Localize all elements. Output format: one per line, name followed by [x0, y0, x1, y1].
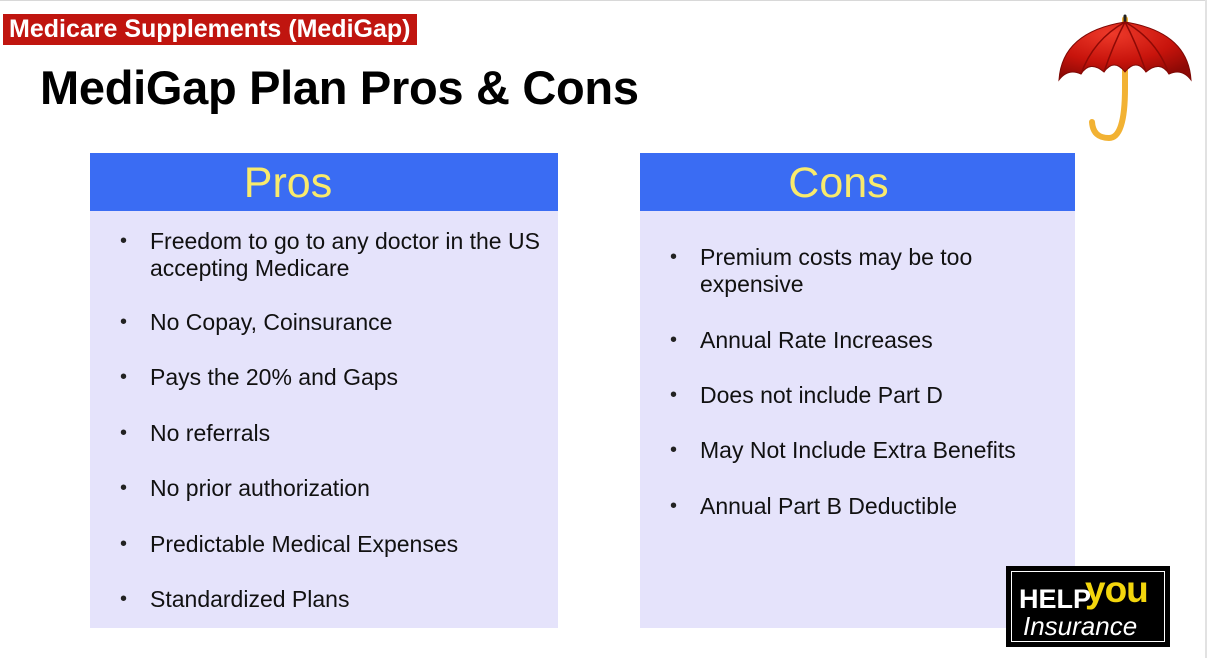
pros-item: • Predictable Medical Expenses: [150, 531, 548, 558]
pros-item: • No referrals: [150, 420, 548, 447]
cons-item: • Premium costs may be too expensive: [700, 244, 1065, 298]
cons-item: • Does not include Part D: [700, 382, 1065, 409]
pros-item: • Standardized Plans: [150, 586, 548, 613]
slide-top-edge: [0, 0, 1207, 1]
logo-word-insurance: Insurance: [1023, 611, 1138, 641]
pros-heading: Pros: [90, 153, 558, 211]
cons-item: • Annual Rate Increases: [700, 327, 1065, 354]
pros-panel: [90, 153, 558, 628]
cons-item: • May Not Include Extra Benefits: [700, 437, 1065, 464]
pros-item: • Pays the 20% and Gaps: [150, 364, 548, 391]
logo-word-help: HELP: [1019, 584, 1092, 614]
umbrella-icon: [1056, 10, 1194, 148]
pros-item: • Freedom to go to any doctor in the US accepting Medicare: [150, 228, 548, 282]
pros-item: • No prior authorization: [150, 475, 548, 502]
cons-item: • Annual Part B Deductible: [700, 493, 1065, 520]
cons-heading: Cons: [640, 153, 1075, 211]
slide-title: MediGap Plan Pros & Cons: [40, 61, 639, 114]
help-you-insurance-logo: [1006, 566, 1170, 647]
cons-panel: [640, 153, 1075, 628]
pros-item: • No Copay, Coinsurance: [150, 309, 548, 336]
logo-word-you: you: [1085, 569, 1148, 610]
section-tag: Medicare Supplements (MediGap): [3, 14, 417, 45]
